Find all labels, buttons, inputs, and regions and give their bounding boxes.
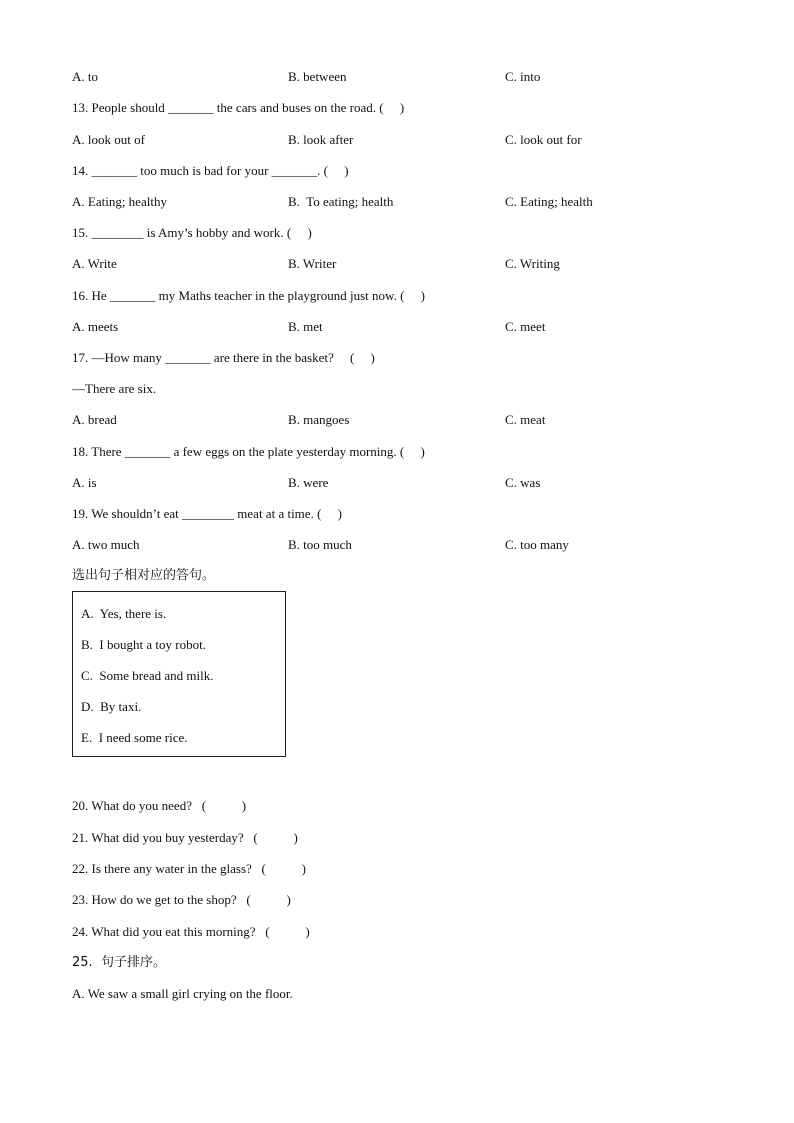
q21-question: 21. What did you buy yesterday? ( ) (72, 830, 298, 845)
q18-stem: 18. There _______ a few eggs on the plate yesterday morning. ( ) (72, 444, 425, 459)
q15-stem: 15. ________ is Amy’s hobby and work. ( ) (72, 225, 312, 240)
q15-option-b: B. Writer (288, 256, 337, 271)
q14-option-b: B. To eating; health (288, 194, 394, 209)
q25-title: 25. 句子排序。 (72, 955, 166, 970)
q24-question: 24. What did you eat this morning? ( ) (72, 924, 310, 939)
q14-option-a: A. Eating; healthy (72, 194, 167, 209)
q19-option-b: B. too much (288, 537, 352, 552)
q13-stem: 13. People should _______ the cars and buses on the road. ( ) (72, 100, 405, 115)
q17-reply: —There are six. (72, 381, 157, 396)
q13-option-a: A. look out of (72, 132, 145, 147)
answer-option-e: E. I need some rice. (81, 730, 188, 745)
answer-option-d: D. By taxi. (81, 699, 142, 714)
q17-option-b: B. mangoes (288, 412, 350, 427)
section-title: 选出句子相对应的答句。 (72, 568, 216, 583)
q20-question: 20. What do you need? ( ) (72, 798, 247, 813)
q18-option-c: C. was (505, 475, 541, 490)
q22-question: 22. Is there any water in the glass? ( ) (72, 861, 306, 876)
q15-option-c: C. Writing (505, 256, 560, 271)
q16-option-c: C. meet (505, 319, 546, 334)
q16-stem: 16. He _______ my Maths teacher in the playground just now. ( ) (72, 288, 425, 303)
q14-option-c: C. Eating; health (505, 194, 593, 209)
answer-option-a: A. Yes, there is. (81, 606, 167, 621)
answer-option-b: B. I bought a toy robot. (81, 637, 206, 652)
q13-option-b: B. look after (288, 132, 354, 147)
q19-option-c: C. too many (505, 537, 569, 552)
q15-option-a: A. Write (72, 256, 117, 271)
q23-question: 23. How do we get to the shop? ( ) (72, 892, 291, 907)
q19-option-a: A. two much (72, 537, 140, 552)
q19-stem: 19. We shouldn’t eat ________ meat at a time. ( ) (72, 506, 342, 521)
q18-option-b: B. were (288, 475, 329, 490)
q13-option-c: C. look out for (505, 132, 582, 147)
q16-option-a: A. meets (72, 319, 119, 334)
q16-option-b: B. met (288, 319, 323, 334)
q17-option-a: A. bread (72, 412, 117, 427)
q25-sentence-a: A. We saw a small girl crying on the floor. (72, 986, 293, 1001)
q12-option-c: C. into (505, 69, 541, 84)
q17-option-c: C. meat (505, 412, 546, 427)
q14-stem: 14. _______ too much is bad for your _______. ( ) (72, 163, 349, 178)
q12-option-b: B. between (288, 69, 347, 84)
q18-option-a: A. is (72, 475, 97, 490)
answer-options-box (72, 591, 286, 757)
q12-option-a: A. to (72, 69, 98, 84)
q17-stem: 17. —How many _______ are there in the basket? ( ) (72, 350, 375, 365)
answer-option-c: C. Some bread and milk. (81, 668, 214, 683)
